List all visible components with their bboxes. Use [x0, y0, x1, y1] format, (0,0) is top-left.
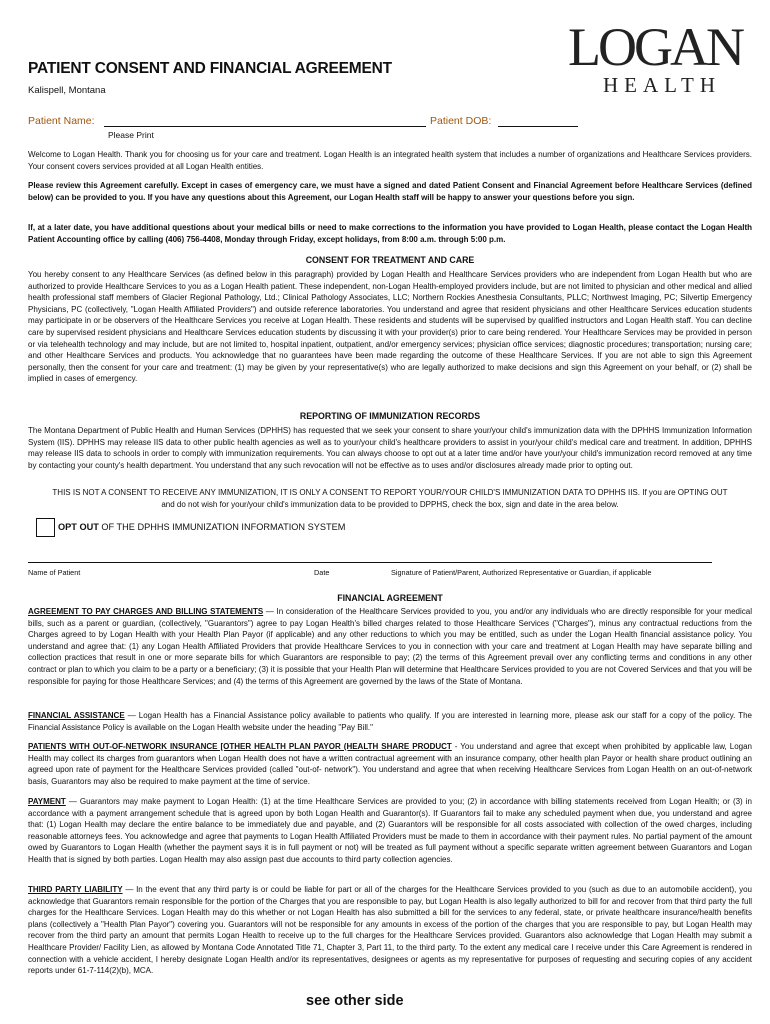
opt-out-checkbox[interactable]	[36, 518, 55, 537]
opt-out-row	[36, 518, 696, 540]
assistance-lead: FINANCIAL ASSISTANCE	[28, 711, 125, 720]
logo-wordmark: LOGAN	[568, 17, 742, 77]
patient-info-row	[28, 115, 638, 129]
patient-dob-label: Patient DOB:	[430, 115, 492, 127]
opt-out-label	[58, 522, 345, 532]
financial-heading: FINANCIAL AGREEMENT	[337, 593, 443, 603]
network-paragraph	[28, 741, 752, 787]
logo-subtitle: HEALTH	[602, 73, 722, 97]
name-of-patient-label: Name of Patient	[28, 568, 81, 577]
location-text: Kalispell, Montana	[28, 85, 106, 96]
patient-name-label: Patient Name:	[28, 115, 95, 127]
immunization-notice-line1: THIS IS NOT A CONSENT TO RECEIVE ANY IMMUNIZATION, IT IS ONLY A CONSENT TO REPORT YOUR/YOUR CHILD'S IMMUNIZATION DATA TO DPHHS IIS. If you are OPTING OUT	[52, 488, 728, 497]
intro-questions: If, at a later date, you have additional questions about your medical bills or need to make corrections to the information you have provided to Logan Health, please contact the Logan Health Patient Accounting office by calling (406) 756-4408, Monday through Friday, except holidays, from 8:00 a.m. through 5:00 p.m.	[28, 223, 752, 244]
immunization-heading: REPORTING OF IMMUNIZATION RECORDS	[299, 411, 481, 421]
thirdparty-lead: THIRD PARTY LIABILITY	[28, 885, 123, 894]
logan-health-logo	[560, 17, 750, 97]
signature-line[interactable]	[28, 562, 712, 563]
see-other-side: see other side	[306, 993, 404, 1009]
opt-out-bold: OPT OUT	[58, 522, 99, 532]
charges-paragraph	[28, 606, 752, 687]
assistance-body: — Logan Health has a Financial Assistance policy available to patients who qualify. If you are interested in learning more, please ask our staff for a copy of the policy. The Financial Assistance Policy is available on the Logan Health website under the heading "Pay Bill."	[28, 711, 753, 732]
signature-label: Signature of Patient/Parent, Authorized Representative or Guardian, if applicable	[391, 568, 652, 577]
payment-paragraph	[28, 796, 752, 866]
network-lead: PATIENTS WITH OUT-OF-NETWORK INSURANCE [OTHER HEALTH PLAN PAYOR (HEALTH SHARE PRODUCT	[28, 742, 452, 751]
payment-body: — Guarantors may make payment to Logan Health: (1) at the time Healthcare Services are provided to you; (2) in accordance with billing statements received from Logan Health; or (3) in accordance with a payment arrangement schedule that is agreed upon by both Logan Health and Guarantor(s). If Guarantors fail to make any scheduled payment when due, you understand and agree that: (1) Logan Health may declare the entire balance to be immediately due and payable, and (2) Guarantors will be responsible for all costs associated with collection of the owed charges, including reasonable attorneys fees. You acknowledge and agree that payments to Logan Health Affiliated Providers must be made to them in accordance with their payment rules. No partial payment of the amount owed by Guarantors to Logan Health (whether the payment says it is in full payment or not) will be treated as full payment without a specific separate written agreement between Guarantors and Logan Health that is signed by both parties. Logan Health may also assign past due accounts to third party collection agencies.	[28, 797, 752, 864]
payment-lead: PAYMENT	[28, 797, 66, 806]
form-page	[28, 0, 752, 1024]
patient-name-field[interactable]	[104, 126, 426, 127]
opt-out-rest: OF THE DPHHS IMMUNIZATION INFORMATION SYSTEM	[98, 522, 346, 532]
please-print-note: Please Print	[108, 130, 154, 140]
network-body: - You understand and agree that except when prohibited by applicable law, Logan Health may collect its charges from guarantors when Logan Health does not have a written contractual agreement with an insurance company, other health plan Payor or health share product outlining an agreed upon rate of payment for the Healthcare Services provided (called "out-of- network"). You understand and agree that when receiving Healthcare Services from Logan Health on an out-of-network basis, Guarantors may also be required to make payment at the time of service.	[28, 742, 752, 786]
consent-heading: CONSENT FOR TREATMENT AND CARE	[305, 255, 475, 265]
immunization-body: The Montana Department of Public Health and Human Services (DPHHS) has requested that we seek your consent to share your/your child's immunization data with the DPHHS Immunization Information System (IIS). DPHHS may release IIS data to other public health agencies as well as to your/your child's healthcare providers to assist in your/your child's medical care and treatment. In addition, DPHHS may release IIS data to schools in order to comply with immunization requirements. You can always choose to opt out at a later time and/or have your/your child's immunization record removed at any time by contacting your county's health department. You understand that any such revocation will not be effective as to uses and/or disclosures already made prior to opting out.	[28, 426, 752, 470]
charges-lead: AGREEMENT TO PAY CHARGES AND BILLING STATEMENTS	[28, 607, 264, 616]
thirdparty-paragraph	[28, 884, 752, 977]
thirdparty-body: — In the event that any third party is or could be liable for part or all of the charges for the Healthcare Services provided to you (such as due to an automobile accident), you acknowledge that Guarantors remain responsible for the portion of the Charges that you are responsible to pay, but Logan Health is also legally authorized to bill for and recover from that third party the full charges for the Healthcare Services. Logan Health may do this whether or not Logan Health has also submitted a bill for the services to any federal, state, or private healthcare insurance/health benefits plans (collectively a "Health Plan Payor") covering you. Guarantors will not be responsible for any amounts in excess of the portion of the charges that you are responsible to pay, but Logan Health may recover from the third party an amount that permits Logan Health to receive up to the full charges for the Healthcare Services provided. Guarantors also acknowledge that Logan Health may submit a Healthcare Provider/ Facility Lien, as allowed by Montana Code Annotated Title 71, Chapter 3, Part 11, to the third party. To the extent any medical care I receive under this Care Agreement is rendered in connection with a vehicle accident, I hereby designate Logan Health and/or its representatives, designees or agents as my representative for purposes of requesting and securing copies of any accident reports under 61-7-114(2)(b), MCA.	[28, 885, 752, 976]
immunization-notice-line2: and do not wish for your/your child's immunization data to be provided to DPPHS, check the box, sign and date in the area below.	[161, 500, 619, 509]
date-label: Date	[314, 568, 330, 577]
page-title: PATIENT CONSENT AND FINANCIAL AGREEMENT	[28, 60, 392, 77]
patient-dob-field[interactable]	[498, 126, 578, 127]
intro-welcome: Welcome to Logan Health. Thank you for choosing us for your care and treatment. Logan Health is an integrated health system that includes a number of organizations and Healthcare Services providers. Your consent covers services provided at all Logan Health entities.	[28, 150, 752, 171]
charges-body: — In consideration of the Healthcare Services provided to you, you and/or any individuals who are directly responsible for your medical bills, such as a parent or guardian, (collectively, "Guarantors") agree to pay Logan Health's billed charges related to those Healthcare Services ("Charges"), minus any contractual reductions from the Charges agreed to by Logan Health with your Health Plan Payor (if applicable) and any other reductions to which you may be entitled, such as under the Logan Health financial assistance policy. You understand and agree that: (1) any Logan Health Affiliated Providers that provide Healthcare Services to you in connection with your care and treatment at Logan Health may have separate billing and collection practices that result in one or more separate bills for which Guarantors are responsible to pay; (2) the terms of this Agreement prevail over any conflicting terms and conditions in any other contract or plan to which you claim to be a party or a beneficiary; (3) it is possible that your Health Plan will determine that Healthcare Services provided to you are not Covered Services and that you will be responsible for paying for those Healthcare Services; and (4) the terms of this Agreement are governed by the laws of the State of Montana.	[28, 607, 752, 686]
consent-body: You hereby consent to any Healthcare Services (as defined below in this paragraph) provided by Logan Health and Healthcare Services providers who are independent from Logan Health but who are authorized to provide Healthcare Services to you as a Logan Health patient. These independent, non-Logan Health-employed providers include, but are not limited to physician and other medical and allied health professional staff members of Glacier Regional Pathology, Ltd.; Clinical Pathology Associates, LLC; Northern Rockies Anesthesia Consultants, PLLC; Northwest Imaging, PC; Silvertip Emergency Physicians, PC (collectively, "Logan Health Affiliated Providers") and outside reference laboratories. You understand and agree that resident physicians and other Healthcare Services education students may participate in or be observers of the Healthcare Services you receive at Logan Health. These residents and students will be supervised by qualified instructors and Logan Health staff. You can decline care by supervised resident physicians and Healthcare Services education students by discussing it with your provider(s) prior to care being rendered. Your Healthcare Services may be provided in person or via telehealth technology and may include, but are not limited to, hospital inpatient, outpatient, and/or emergency services; physician office services; diagnostic procedures; transportation; nursing care; and other Healthcare Services and products. You acknowledge that no guarantees have been made regarding the outcome of these Healthcare Services. If you are not able to sign this Agreement personally, then the consent for your care and treatment: (1) may be given by your representative(s) who are legally authorized to make decisions and sign this Agreement on your behalf, or (2) shall be implied in cases of emergency.	[28, 270, 752, 384]
intro-review: Please review this Agreement carefully. Except in cases of emergency care, we must have a signed and dated Patient Consent and Financial Agreement before Healthcare Services (defined below) can be provided to you. If you have any questions about this Agreement, our Logan Health staff will be happy to answer your questions before you sign.	[28, 181, 752, 202]
assistance-paragraph	[28, 710, 752, 733]
